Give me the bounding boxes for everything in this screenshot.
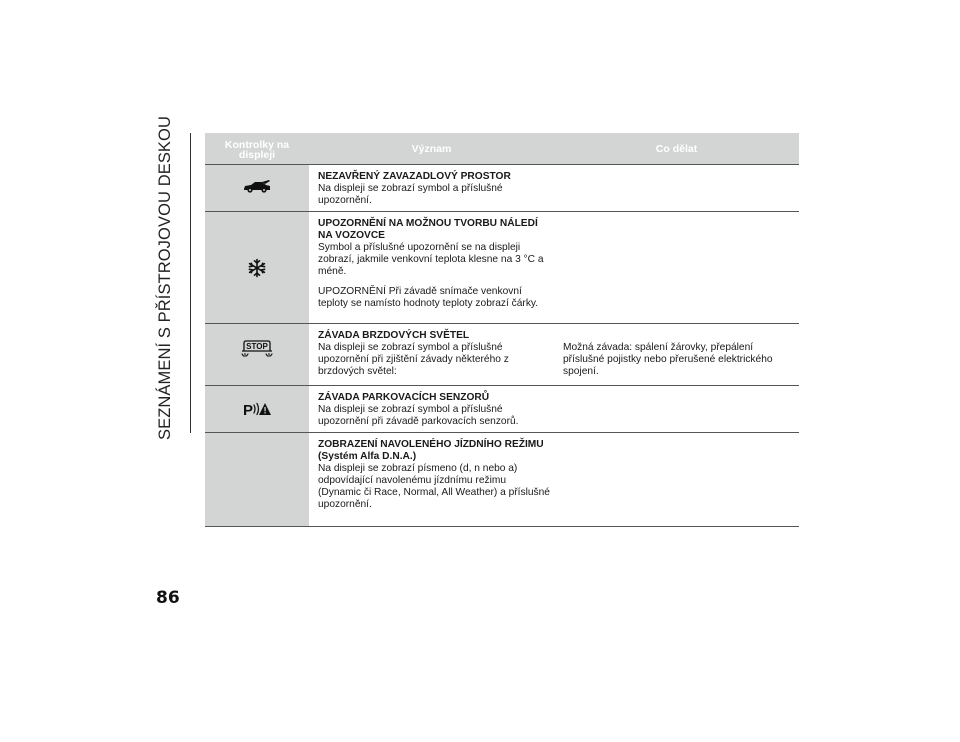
- row-title: ZÁVADA BRZDOVÝCH SVĚTEL: [318, 330, 470, 341]
- snowflake-icon: [247, 258, 267, 278]
- header-indicators: [205, 133, 309, 164]
- stop-lamp-icon: [239, 340, 275, 360]
- row-text: Na displeji se zobrazí symbol a příslušné upozornění při zjištění závady některého z brzdových světel:: [318, 342, 509, 377]
- action-cell: Možná závada: spálení žárovky, přepálení příslušné pojistky nebo přerušené elektrického spojení.: [563, 342, 773, 377]
- row-title: UPOZORNĚNÍ NA MOŽNOU TVORBU NÁLEDÍ NA VOZOVCE: [318, 218, 538, 241]
- table-header: [205, 133, 799, 165]
- table-row: [205, 212, 799, 324]
- parking-sensor-fault-icon: [242, 401, 272, 417]
- meaning-cell: [309, 165, 554, 211]
- row-title: ZOBRAZENÍ NAVOLENÉHO JÍZDNÍHO REŽIMU (Systém Alfa D.N.A.): [318, 439, 544, 462]
- page-number: 86: [156, 588, 180, 608]
- indicator-cell: [205, 212, 309, 323]
- row-text: Na displeji se zobrazí symbol a příslušné upozornění.: [318, 183, 503, 206]
- action-cell: [554, 212, 799, 323]
- row-text: Na displeji se zobrazí symbol a příslušné upozornění při závadě parkovacích senzorů.: [318, 404, 519, 427]
- row-text: Na displeji se zobrazí písmeno (d, n nebo a) odpovídající navolenému jízdnímu režimu (Dynamic či Race, Normal, All Weather) a příslušné upozornění.: [318, 463, 550, 510]
- meaning-cell: [309, 386, 554, 432]
- open-trunk-icon: [242, 179, 272, 194]
- table-row: [205, 324, 799, 386]
- warning-table: [205, 133, 799, 527]
- row-title: NEZAVŘENÝ ZAVAZADLOVÝ PROSTOR: [318, 171, 511, 182]
- side-divider: [190, 133, 191, 433]
- indicator-cell: [205, 433, 309, 526]
- header-indicators-line1: Kontrolky na: [224, 138, 290, 151]
- svg-text:P: P: [243, 402, 254, 417]
- meaning-cell: [309, 433, 554, 526]
- section-title-vertical: SEZNÁMENÍ S PŘÍSTROJOVOU DESKOU: [156, 116, 174, 440]
- action-cell: [554, 386, 799, 432]
- indicator-cell: [205, 386, 309, 432]
- indicator-cell: [205, 165, 309, 211]
- header-meaning: Význam: [411, 142, 452, 155]
- table-row: [205, 433, 799, 527]
- meaning-cell: [309, 212, 554, 323]
- action-cell: [554, 433, 799, 526]
- action-cell: [554, 165, 799, 211]
- stop-lamp-label: STOP: [246, 342, 268, 351]
- table-row: [205, 165, 799, 212]
- paragraph-gap: [318, 278, 551, 286]
- table-row: [205, 386, 799, 433]
- row-title: ZÁVADA PARKOVACÍCH SENZORŮ: [318, 392, 490, 403]
- indicator-cell: [205, 324, 309, 385]
- meaning-cell: [309, 324, 554, 385]
- header-indicators-line2: displeji: [238, 148, 276, 161]
- row-note: UPOZORNĚNÍ Při závadě snímače venkovní teploty se namísto hodnoty teploty zobrazí čárky.: [318, 286, 539, 309]
- row-text: Symbol a příslušné upozornění se na displeji zobrazí, jakmile venkovní teplota klesne na 3 °C a méně.: [318, 242, 544, 277]
- header-action: Co dělat: [655, 142, 698, 155]
